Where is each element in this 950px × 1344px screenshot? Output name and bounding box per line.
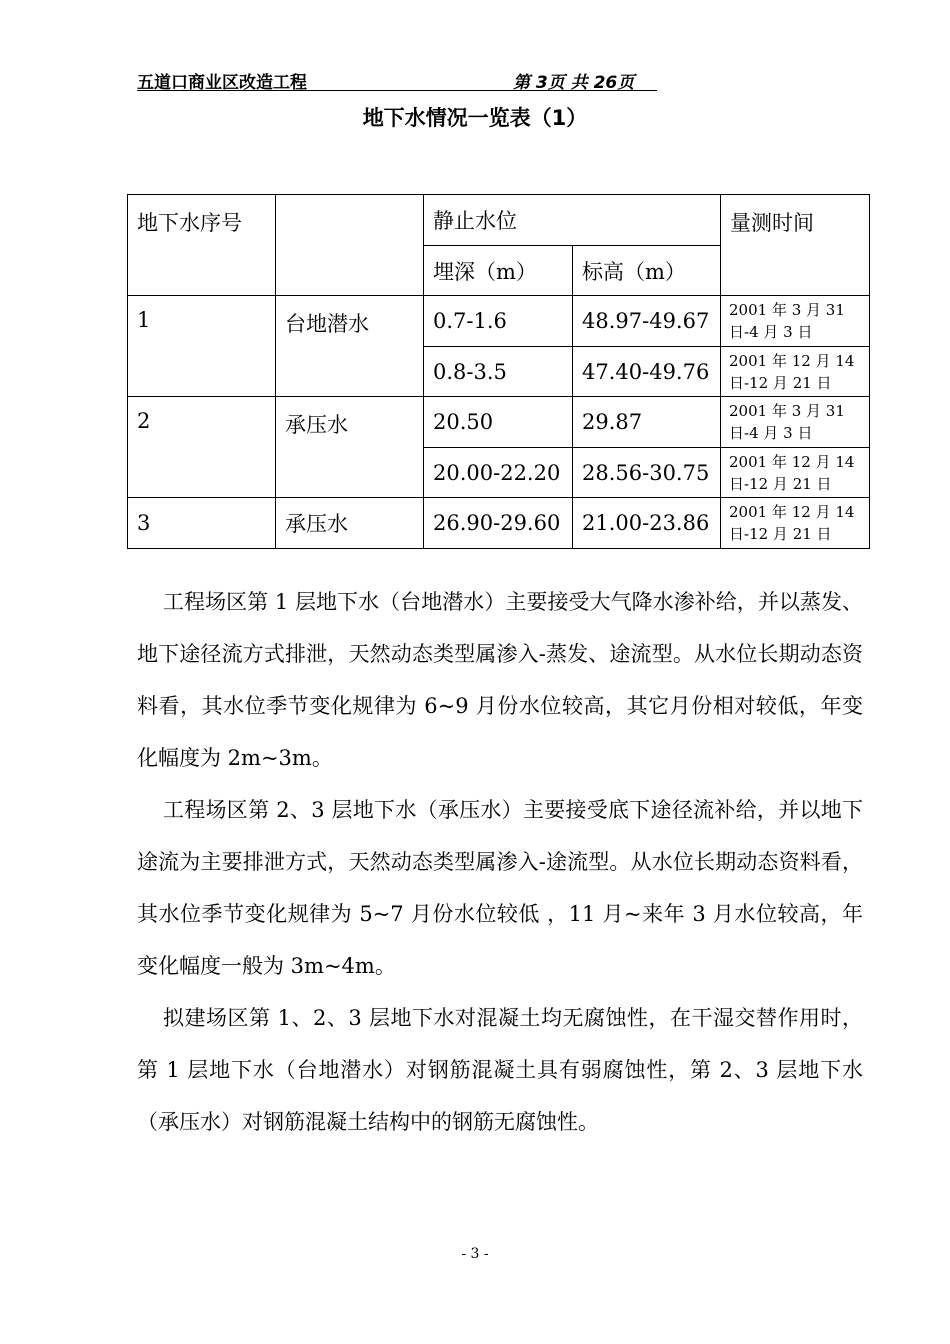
table-title: 地下水情况一览表（1） <box>362 106 588 130</box>
cell-time: 2001 年 12 月 14 日-12 月 21 日 <box>721 448 870 498</box>
cell-seq: 1 <box>128 296 276 397</box>
table-row <box>128 296 870 347</box>
cell-depth: 20.50 <box>424 397 573 448</box>
project-name: 五道口商业区改造工程 <box>137 73 307 93</box>
cell-time: 2001 年 3 月 31 日-4 月 3 日 <box>721 397 870 448</box>
cell-type: 承压水 <box>276 397 424 498</box>
cell-depth: 26.90-29.60 <box>424 498 573 549</box>
cell-elevation: 21.00-23.86 <box>573 498 721 549</box>
cell-seq: 2 <box>128 397 276 498</box>
page-info: 第 3页 共 26页 <box>513 73 635 93</box>
header-elevation: 标高（m） <box>573 246 721 296</box>
cell-time: 2001 年 12 月 14 日-12 月 21 日 <box>721 498 870 549</box>
page-header <box>137 68 657 91</box>
cell-type: 台地潜水 <box>276 296 424 397</box>
table-row <box>128 498 870 549</box>
cell-time: 2001 年 3 月 31 日-4 月 3 日 <box>721 296 870 347</box>
header-empty <box>276 195 424 296</box>
cell-depth: 0.7-1.6 <box>424 296 573 347</box>
cell-depth: 0.8-3.5 <box>424 347 573 397</box>
table-header-row <box>128 195 870 246</box>
header-static-level: 静止水位 <box>424 195 721 246</box>
header-depth: 埋深（m） <box>424 246 573 296</box>
cell-elevation: 47.40-49.76 <box>573 347 721 397</box>
paragraph-1: 工程场区第 1 层地下水（台地潜水）主要接受大气降水渗补给，并以蒸发、地下途径流方式排泄，天然动态类型属渗入-蒸发、途流型。从水位长期动态资料看，其水位季节变化规律为 6~9 月份水位较高，其它月份相对较低，年变化幅度为 2m~3m。 <box>137 590 863 770</box>
table-row <box>128 397 870 448</box>
cell-seq: 3 <box>128 498 276 549</box>
cell-elevation: 29.87 <box>573 397 721 448</box>
paragraph-2: 工程场区第 2、3 层地下水（承压水）主要接受底下途径流补给，并以地下途流为主要排泄方式，天然动态类型属渗入-途流型。从水位长期动态资料看，其水位季节变化规律为 5~7 月份水位较低 ，11 月~来年 3 月水位较高，年变化幅度一般为 3m~4m。 <box>137 798 863 978</box>
header-seq: 地下水序号 <box>128 195 276 296</box>
cell-elevation: 28.56-30.75 <box>573 448 721 498</box>
paragraph-3: 拟建场区第 1、2、3 层地下水对混凝土均无腐蚀性，在干湿交替作用时，第 1 层地下水（台地潜水）对钢筋混凝土具有弱腐蚀性，第 2、3 层地下水（承压水）对钢筋混凝土结构中的钢筋无腐蚀性。 <box>137 1006 863 1134</box>
cell-depth: 20.00-22.20 <box>424 448 573 498</box>
cell-time: 2001 年 12 月 14 日-12 月 21 日 <box>721 347 870 397</box>
groundwater-table <box>127 194 870 549</box>
cell-type: 承压水 <box>276 498 424 549</box>
cell-elevation: 48.97-49.67 <box>573 296 721 347</box>
page-number: - 3 - <box>461 1246 489 1262</box>
header-measure-time: 量测时间 <box>721 195 870 296</box>
